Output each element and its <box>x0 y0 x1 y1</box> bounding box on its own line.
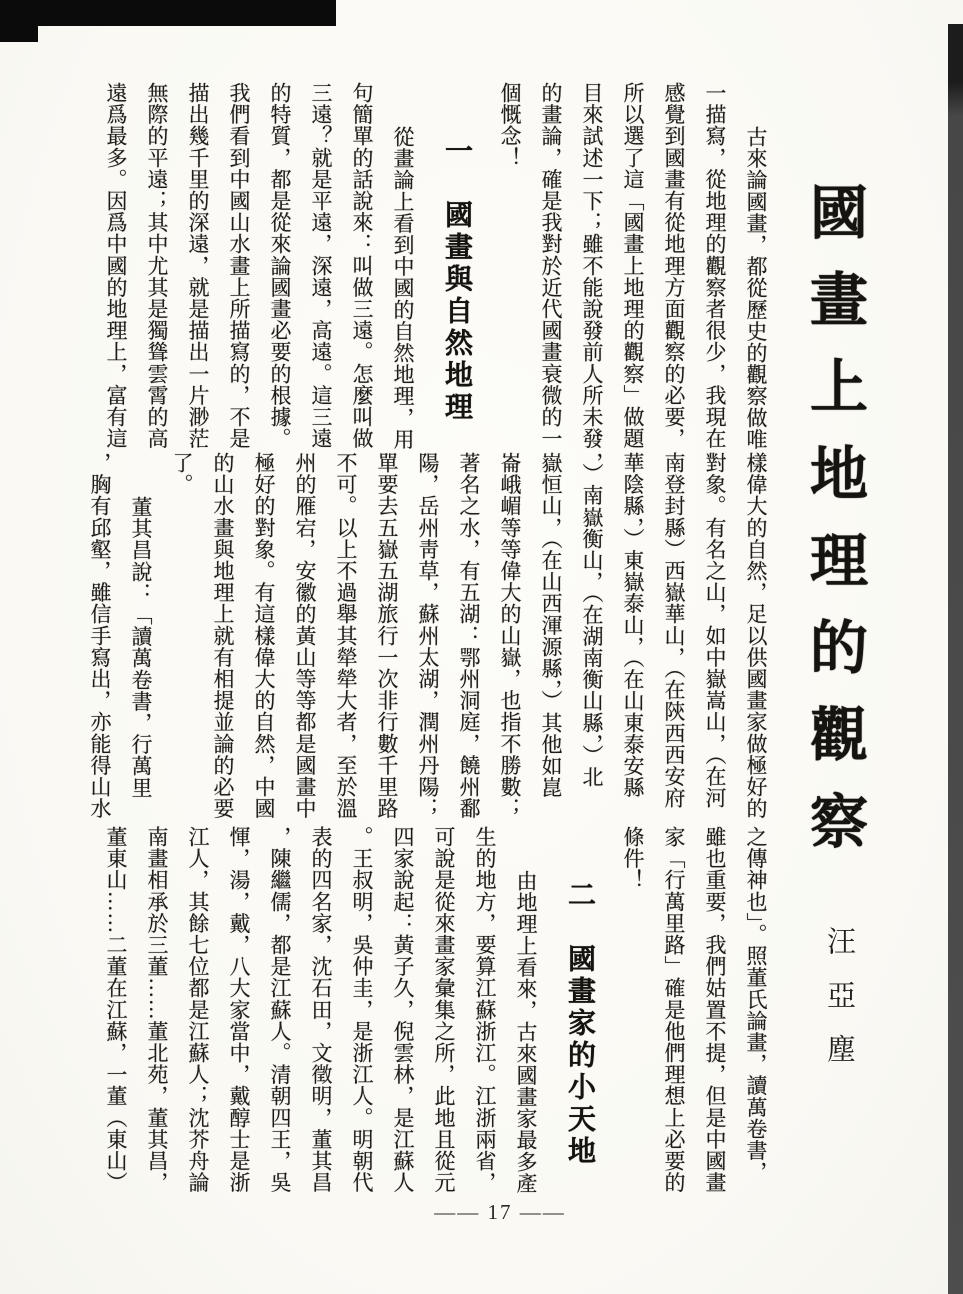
text-column: 的山水畫與地理上就有相提並論的必要 <box>211 452 235 820</box>
text-column: 州的雁宕，安徽的黃山等等都是國畫中 <box>293 452 317 820</box>
text-column: 極好的對象。有這樣偉大的自然，中國 <box>252 452 276 820</box>
text-column: 四家說起：黃子久，倪雲林，是江蘇人 <box>391 826 415 1194</box>
page-title: 國畫上地理的觀察 <box>801 182 866 878</box>
text-column: 家「行萬里路」確是他們理想上必要的 <box>662 826 686 1194</box>
text-column: 的畫論，確是我對於近代國畫衰微的一 <box>539 82 563 450</box>
text-column: 的特質，都是從來論國畫必要的根據。 <box>268 82 292 450</box>
text-column: 生的地方，要算江蘇浙江。江浙兩省， <box>473 826 497 1194</box>
text-column: ，）南嶽衡山，（在湖南衡山縣，）北 <box>580 452 604 788</box>
text-band-bottom <box>70 826 776 1194</box>
section-heading: 一 國畫與自然地理 <box>441 136 472 424</box>
text-column: 我們看到中國山水畫上所描寫的，不是 <box>227 82 251 450</box>
text-column: 個慨念！ <box>498 82 522 169</box>
text-column: 所以選了這「國畫上地理的觀察」做題 <box>621 82 645 450</box>
text-column: 目來試述一下；雖不能說發前人所未發 <box>580 82 604 450</box>
text-column: 條件！ <box>621 826 645 891</box>
text-column: 可說是從來畫家彙集之所，此地且從元 <box>432 826 456 1194</box>
scan-artifact-corner-block <box>0 0 38 42</box>
text-column: 南畫相承於三董……董北苑，董其昌， <box>145 826 169 1194</box>
text-column: 南登封縣）西嶽華山，（在陝西西安府 <box>662 452 686 809</box>
text-column: ，胸有邱壑，雖信手寫出，亦能得山水 <box>88 452 112 820</box>
text-column: 江人，其餘七位都是江蘇人；沈芥舟論 <box>186 826 210 1194</box>
author-name: 汪亞塵 <box>823 926 855 1088</box>
text-band-top <box>70 82 776 454</box>
text-column: 董東山……二董在江蘇，一董（東山） <box>104 826 128 1194</box>
text-column: 描出幾千里的深遠，就是描出一片渺茫 <box>186 82 210 450</box>
text-column: 嶽恒山，（在山西渾源縣，）其他如崑 <box>539 452 563 799</box>
text-column: 表的四名家，沈石田，文徵明，董其昌 <box>309 826 333 1194</box>
text-column: ，陳繼儒，都是江蘇人。清朝四王，吳 <box>268 826 292 1194</box>
text-column: 華陰縣，）東嶽泰山，（在山東泰安縣 <box>621 452 645 799</box>
text-column: 感覺到國畫有從地理方面觀察的必要， <box>662 82 686 450</box>
text-column: 從畫論上看到中國的自然地理，用 <box>391 126 415 450</box>
text-column: 惲，湯，戴，八大家當中，戴醇士是浙 <box>227 826 251 1194</box>
page-number: —— 17 —— <box>434 1200 566 1224</box>
text-column: 陽，岳州靑草，蘇州太湖，潤州丹陽； <box>416 452 440 820</box>
text-column: 樣偉大的自然，足以供國畫家做極好的 <box>744 452 768 820</box>
text-column: 之傳神也」。照董氏論畫，讀萬卷書， <box>744 826 768 1183</box>
text-column: 三遠？就是平遠，深遠，高遠。這三遠 <box>309 82 333 450</box>
text-column: 崙峨嵋等等偉大的山嶽，也指不勝數； <box>498 452 522 820</box>
text-column: 遠爲最多。因爲中國的地理上，富有這 <box>104 82 128 450</box>
text-column: 不可。以上不過舉其犖犖大者，至於溫 <box>334 452 358 820</box>
text-column: 句簡單的話說來：叫做三遠。怎麼叫做 <box>350 82 374 450</box>
text-column: 對象。有名之山，如中嶽嵩山，（在河 <box>703 452 727 809</box>
text-column: 由地理上看來，古來國畫家最多產 <box>514 870 538 1194</box>
text-column: 了。 <box>170 452 194 496</box>
scan-artifact-right-edge-strip <box>948 24 963 1294</box>
text-column: 一描寫，從地理的觀察者很少，我現在 <box>703 82 727 450</box>
text-column: 著名之水，有五湖：鄂州洞庭，饒州鄱 <box>457 452 481 820</box>
section-heading: 二 國畫家的小天地 <box>564 880 595 1168</box>
text-column: 單要去五嶽五湖旅行一次非行數千里路 <box>375 452 399 820</box>
text-band-middle <box>70 452 776 822</box>
text-column: 無際的平遠；其中尤其是獨聳雲霄的高 <box>145 82 169 450</box>
text-column: 雖也重要，我們姑置不提，但是中國畫 <box>703 826 727 1194</box>
scan-artifact-top-bar <box>0 0 336 26</box>
text-column: 董其昌說：「讀萬卷書，行萬里 <box>129 496 153 799</box>
text-column: 。王叔明，吳仲圭，是浙江人。明朝代 <box>350 826 374 1194</box>
text-column: 古來論國畫，都從歷史的觀察做唯 <box>744 126 768 450</box>
